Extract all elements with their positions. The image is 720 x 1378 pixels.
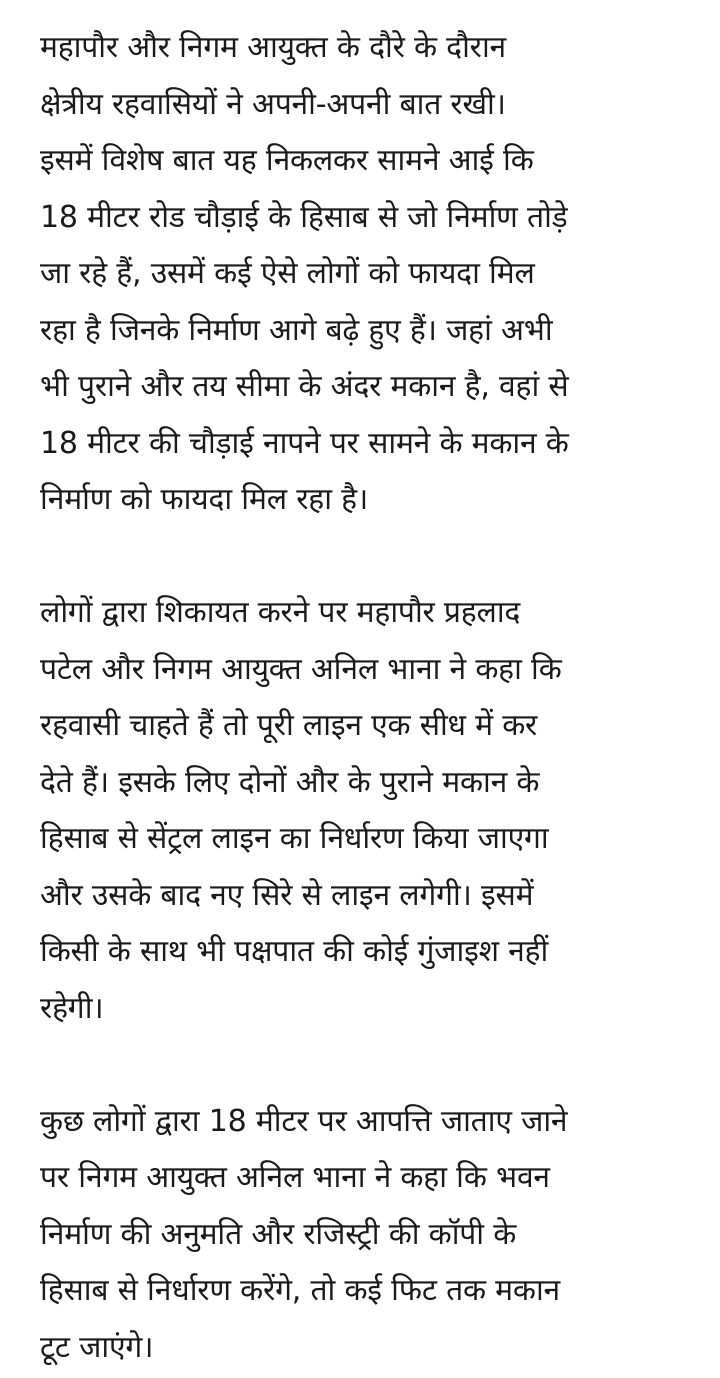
paragraph-1	[40, 20, 690, 529]
paragraph-2	[40, 585, 690, 1037]
text-line: कुछ लोगों द्वारा 18 मीटर पर आपत्ति जाताए जाने	[40, 1103, 568, 1139]
text-line: इसमें विशेष बात यह निकलकर सामने आई कि	[40, 143, 534, 178]
text-line: 18 मीटर रोड चौड़ाई के हिसाब से जो निर्माण तोड़े	[40, 199, 568, 235]
text-line: टूट जाएंगे।	[40, 1329, 154, 1365]
text-line: लोगों द्वारा शिकायत करने पर महापौर प्रहलाद	[40, 595, 521, 630]
article-body	[40, 20, 690, 1376]
text-line: पर निगम आयुक्त अनिल भाना ने कहा कि भवन	[40, 1160, 550, 1195]
text-line: रहेगी।	[40, 990, 104, 1026]
text-line: हिसाब से निर्धारण करेंगे, तो कई फिट तक मकान	[40, 1273, 560, 1308]
text-line: निर्माण की अनुमति और रजिस्ट्री की कॉपी के	[40, 1216, 517, 1252]
paragraph-gap	[40, 1037, 690, 1094]
text-line: रहा है जिनके निर्माण आगे बढ़े हुए हैं। जहां अभी	[40, 312, 553, 348]
paragraph-3	[40, 1094, 690, 1377]
text-line: हिसाब से सेंट्रल लाइन का निर्धारण किया जाएगा	[40, 821, 549, 856]
text-line: और उसके बाद नए सिरे से लाइन लगेगी। इसमें	[40, 877, 534, 913]
text-line: महापौर और निगम आयुक्त के दौरे के दौरान	[40, 30, 506, 65]
text-line: 18 मीटर की चौड़ाई नापने पर सामने के मकान के	[40, 425, 569, 461]
text-line: देते हैं। इसके लिए दोनों और के पुराने मकान के	[40, 764, 540, 800]
text-line: भी पुराने और तय सीमा के अंदर मकान है, वहां से	[40, 369, 569, 404]
text-line: निर्माण को फायदा मिल रहा है।	[40, 482, 369, 517]
paragraph-gap	[40, 529, 690, 586]
text-line: रहवासी चाहते हैं तो पूरी लाइन एक सीध में कर	[40, 708, 538, 743]
text-line: जा रहे हैं, उसमें कई ऐसे लोगों को फायदा मिल	[40, 256, 535, 291]
text-line: पटेल और निगम आयुक्त अनिल भाना ने कहा कि	[40, 651, 562, 687]
text-line: किसी के साथ भी पक्षपात की कोई गुंजाइश नहीं	[40, 934, 549, 969]
text-line: क्षेत्रीय रहवासियों ने अपनी-अपनी बात रखी।	[40, 86, 506, 122]
